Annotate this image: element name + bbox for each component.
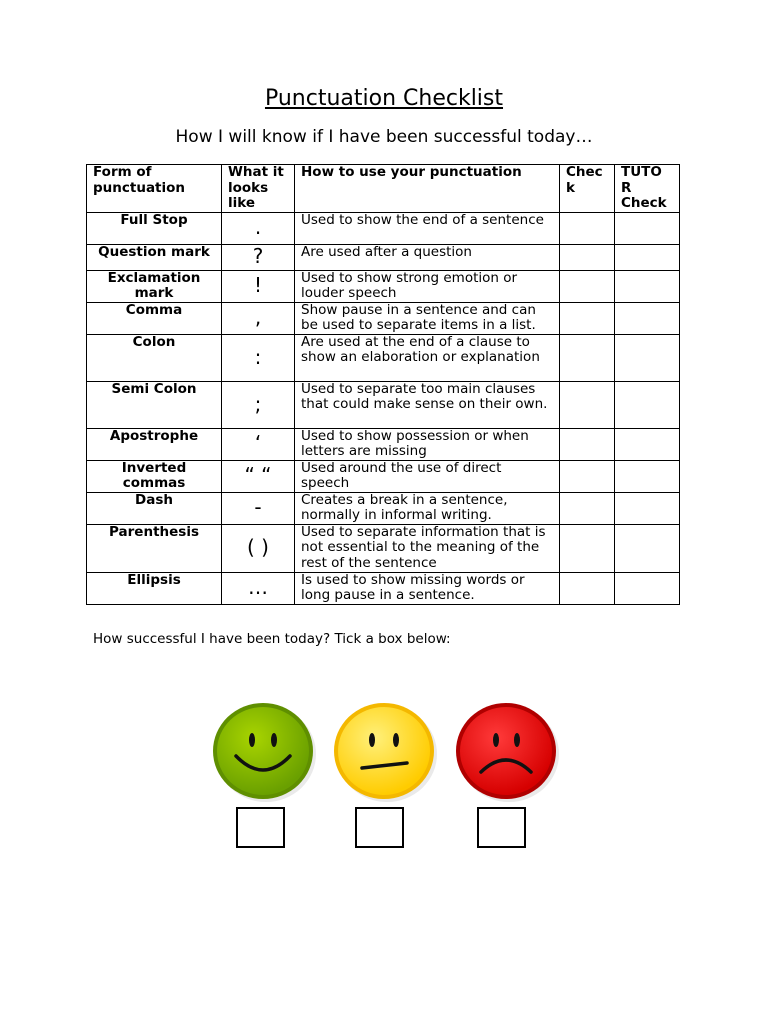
form-cell: Semi Colon [87, 381, 222, 428]
symbol-cell: … [222, 572, 295, 604]
tutor-check-cell[interactable] [615, 212, 680, 244]
table-row [87, 381, 680, 428]
tutor-check-cell[interactable] [615, 428, 680, 460]
table-row [87, 334, 680, 381]
form-cell: Full Stop [87, 212, 222, 244]
tutor-check-cell[interactable] [615, 460, 680, 492]
form-cell: Exclamation mark [87, 270, 222, 302]
table-row [87, 524, 680, 572]
check-cell[interactable] [560, 572, 615, 604]
tutor-check-cell[interactable] [615, 492, 680, 524]
table-row [87, 302, 680, 334]
check-cell[interactable] [560, 212, 615, 244]
table-row [87, 244, 680, 270]
header-tutor-check: TUTO R Check [615, 165, 680, 213]
symbol-cell: . [222, 212, 295, 244]
check-cell[interactable] [560, 428, 615, 460]
check-cell[interactable] [560, 381, 615, 428]
tick-box-sad[interactable] [477, 807, 526, 848]
tutor-check-cell[interactable] [615, 524, 680, 572]
form-cell: Comma [87, 302, 222, 334]
use-cell: Used to show the end of a sentence [295, 212, 560, 244]
header-check: Chec k [560, 165, 615, 213]
symbol-cell: ( ) [222, 524, 295, 572]
table-row [87, 270, 680, 302]
neutral-face-icon [329, 700, 439, 804]
tick-box-happy[interactable] [236, 807, 285, 848]
check-cell[interactable] [560, 270, 615, 302]
tutor-check-cell[interactable] [615, 381, 680, 428]
symbol-cell: ; [222, 381, 295, 428]
tick-box-neutral[interactable] [355, 807, 404, 848]
check-cell[interactable] [560, 244, 615, 270]
sad-face-icon [451, 700, 561, 804]
tutor-check-cell[interactable] [615, 244, 680, 270]
header-form: Form of punctuation [87, 165, 222, 213]
symbol-cell: , [222, 302, 295, 334]
self-assessment-faces [0, 700, 768, 860]
use-cell: Are used at the end of a clause to show an elaboration or explanation [295, 334, 560, 381]
tutor-check-cell[interactable] [615, 270, 680, 302]
form-cell: Dash [87, 492, 222, 524]
table-row [87, 492, 680, 524]
table-header-row [87, 165, 680, 213]
use-cell: Show pause in a sentence and can be used to separate items in a list. [295, 302, 560, 334]
use-cell: Creates a break in a sentence, normally in informal writing. [295, 492, 560, 524]
use-cell: Used around the use of direct speech [295, 460, 560, 492]
table-row [87, 460, 680, 492]
table-row [87, 428, 680, 460]
form-cell: Apostrophe [87, 428, 222, 460]
symbol-cell: - [222, 492, 295, 524]
tutor-check-cell[interactable] [615, 302, 680, 334]
form-cell: Ellipsis [87, 572, 222, 604]
tutor-check-cell[interactable] [615, 334, 680, 381]
symbol-cell: ? [222, 244, 295, 270]
form-cell: Question mark [87, 244, 222, 270]
table-row [87, 212, 680, 244]
form-cell: Inverted commas [87, 460, 222, 492]
check-cell[interactable] [560, 524, 615, 572]
check-cell[interactable] [560, 460, 615, 492]
header-looks-like: What it looks like [222, 165, 295, 213]
use-cell: Is used to show missing words or long pause in a sentence. [295, 572, 560, 604]
symbol-cell: “ “ [222, 460, 295, 492]
use-cell: Are used after a question [295, 244, 560, 270]
use-cell: Used to separate too main clauses that could make sense on their own. [295, 381, 560, 428]
table-row [87, 572, 680, 604]
symbol-cell: ‘ [222, 428, 295, 460]
check-cell[interactable] [560, 492, 615, 524]
use-cell: Used to separate information that is not essential to the meaning of the rest of the sentence [295, 524, 560, 572]
use-cell: Used to show strong emotion or louder speech [295, 270, 560, 302]
use-cell: Used to show possession or when letters are missing [295, 428, 560, 460]
tutor-check-cell[interactable] [615, 572, 680, 604]
success-question: How successful I have been today? Tick a box below: [93, 631, 451, 647]
check-cell[interactable] [560, 302, 615, 334]
header-how-to-use: How to use your punctuation [295, 165, 560, 213]
page-subtitle: How I will know if I have been successful today… [175, 127, 593, 147]
form-cell: Colon [87, 334, 222, 381]
happy-face-icon [208, 700, 318, 804]
symbol-cell: : [222, 334, 295, 381]
check-cell[interactable] [560, 334, 615, 381]
symbol-cell: ! [222, 270, 295, 302]
punctuation-table [86, 164, 680, 605]
page-title: Punctuation Checklist [264, 86, 504, 111]
form-cell: Parenthesis [87, 524, 222, 572]
